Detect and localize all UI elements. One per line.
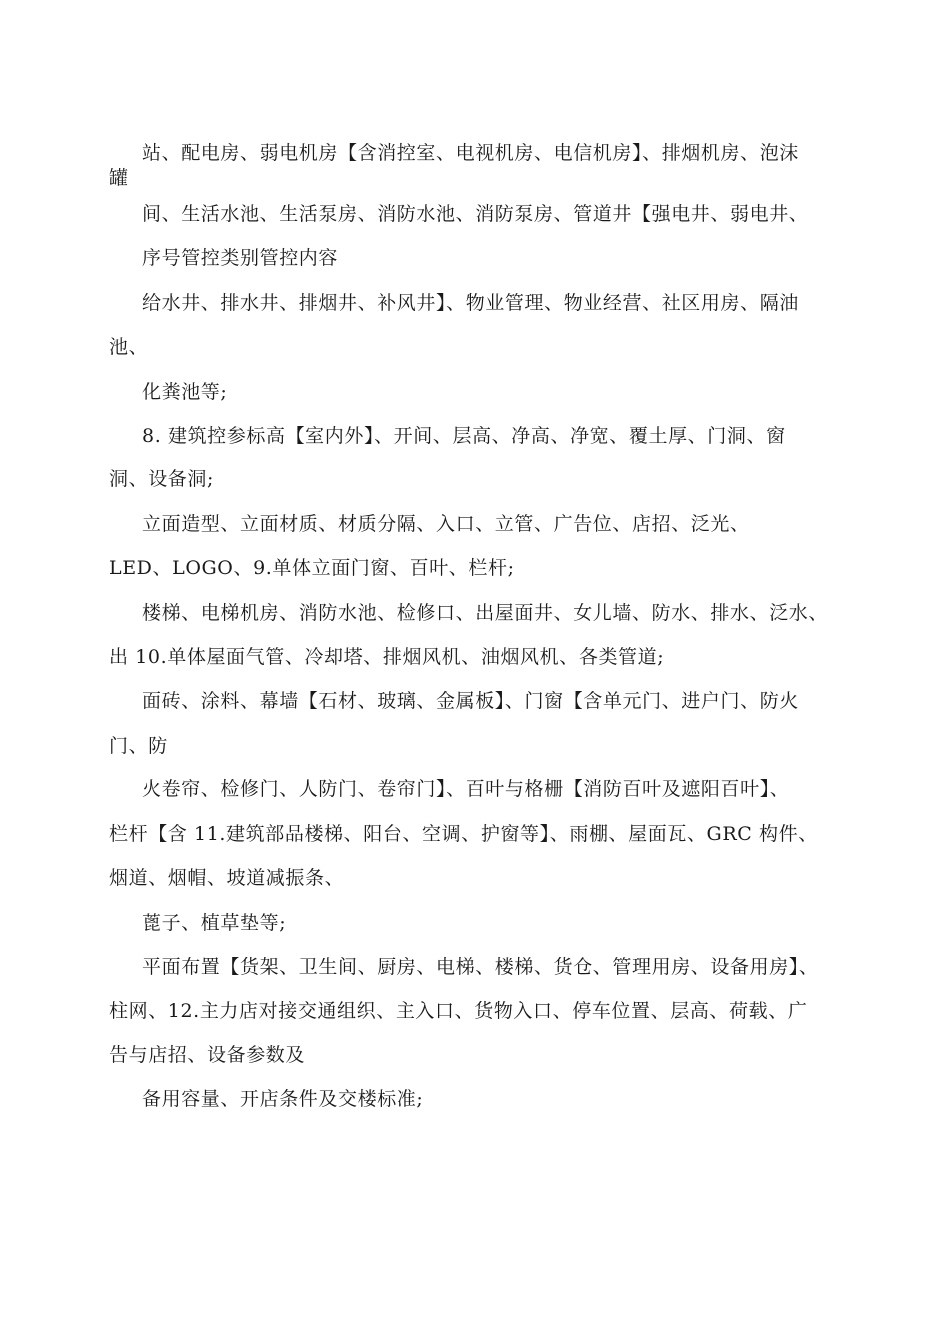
text-line: 8. 建筑控参标高【室内外】、开间、层高、净高、净宽、覆土厚、门洞、窗 xyxy=(142,425,786,447)
text-line: 池、 xyxy=(109,336,149,358)
text-line: 化粪池等; xyxy=(142,381,228,403)
text-line: 站、配电房、弱电机房【含消控室、电视机房、电信机房】、排烟机房、泡沫 xyxy=(142,142,799,164)
text-line: 栏杆【含 11.建筑部品楼梯、阳台、空调、护窗等】、雨棚、屋面瓦、GRC 构件、 xyxy=(109,823,818,845)
text-line: 楼梯、电梯机房、消防水池、检修口、出屋面井、女儿墙、防水、排水、泛水、 xyxy=(142,602,829,624)
text-line: 蓖子、植草垫等; xyxy=(142,912,287,934)
text-line: 间、生活水池、生活泵房、消防水池、消防泵房、管道井【强电井、弱电井、 xyxy=(142,203,809,225)
text-line: 柱网、12.主力店对接交通组织、主入口、货物入口、停车位置、层高、荷载、广 xyxy=(109,1000,808,1022)
text-line: LED、LOGO、9.单体立面门窗、百叶、栏杆; xyxy=(109,557,515,579)
text-line: 序号管控类别管控内容 xyxy=(142,247,339,269)
text-line: 门、防 xyxy=(109,735,168,757)
text-line: 烟道、烟帽、坡道减振条、 xyxy=(109,867,345,889)
text-line: 洞、设备洞; xyxy=(109,468,215,490)
text-line: 平面布置【货架、卫生间、厨房、电梯、楼梯、货仓、管理用房、设备用房】、 xyxy=(142,956,819,978)
text-line: 备用容量、开店条件及交楼标准; xyxy=(142,1088,424,1110)
text-line: 给水井、排水井、排烟井、补风井】、物业管理、物业经营、社区用房、隔油 xyxy=(142,292,799,314)
text-line: 出 10.单体屋面气管、冷却塔、排烟风机、油烟风机、各类管道; xyxy=(109,646,665,668)
text-line: 罐 xyxy=(109,167,129,189)
text-line: 告与店招、设备参数及 xyxy=(109,1044,306,1066)
text-line: 立面造型、立面材质、材质分隔、入口、立管、广告位、店招、泛光、 xyxy=(142,513,750,535)
text-line: 火卷帘、检修门、人防门、卷帘门】、百叶与格栅【消防百叶及遮阳百叶】、 xyxy=(142,778,790,800)
text-line: 面砖、涂料、幕墙【石材、玻璃、金属板】、门窗【含单元门、进户门、防火 xyxy=(142,690,799,712)
